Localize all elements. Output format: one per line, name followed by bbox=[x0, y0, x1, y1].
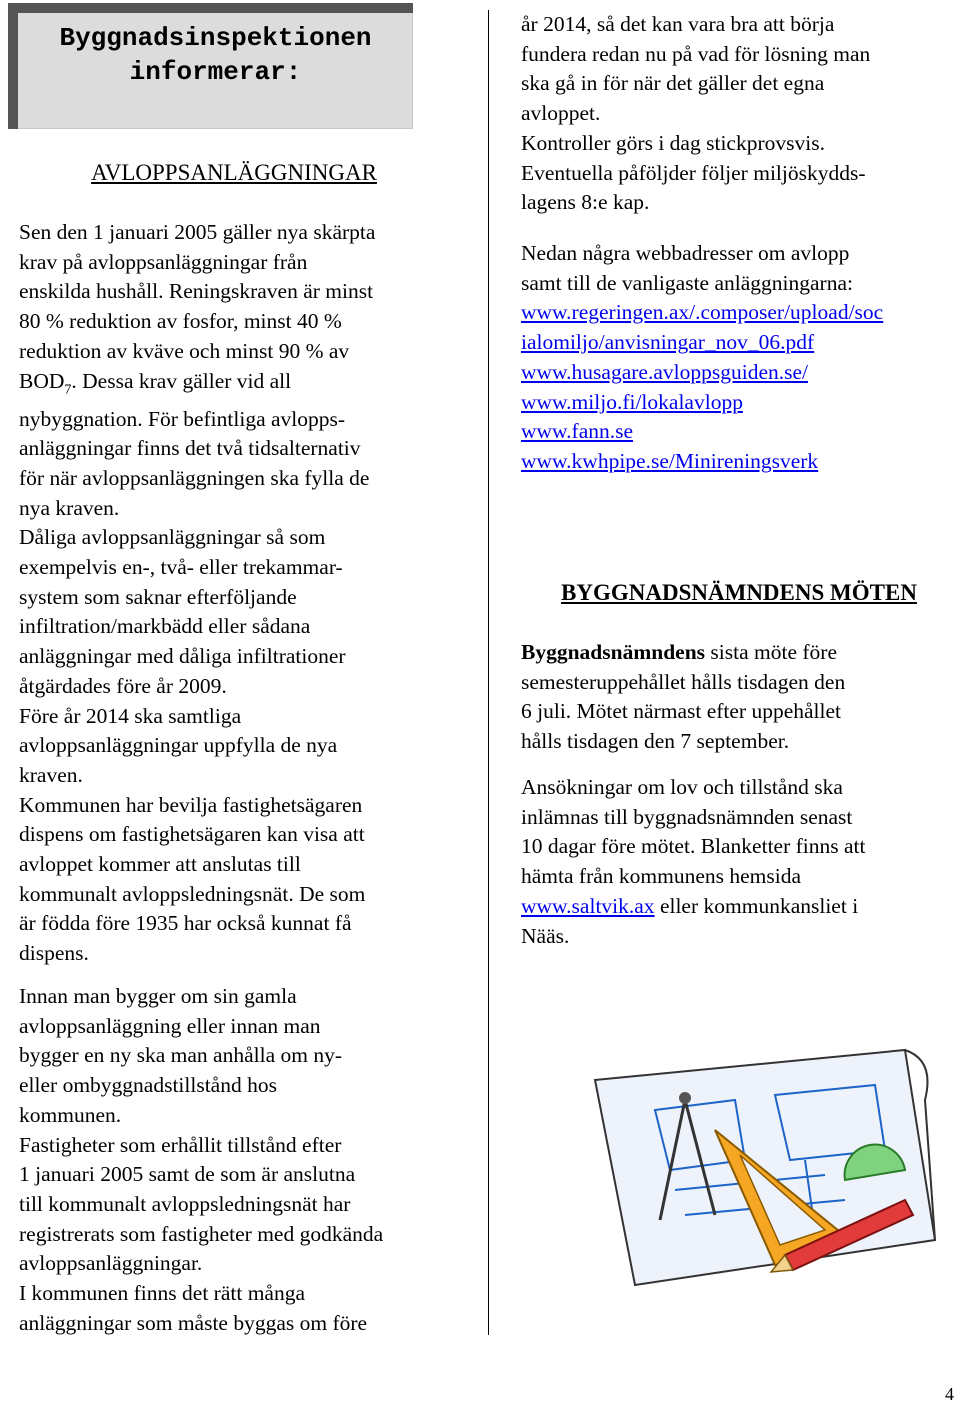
text-line: dispens om fastighetsägaren kan visa att bbox=[19, 822, 365, 847]
text-span: sista möte före bbox=[705, 640, 837, 664]
text-line: till kommunalt avloppsledningsnät har bbox=[19, 1191, 351, 1216]
link-miljo[interactable]: www.miljo.fi/lokalavlopp bbox=[521, 389, 743, 414]
text-line: anläggningar finns det två tidsalternativ bbox=[19, 436, 361, 461]
text-line-bod bbox=[19, 367, 375, 405]
text-line: I kommunen finns det rätt många bbox=[19, 1281, 305, 1306]
header-banner bbox=[14, 9, 413, 129]
bod-suffix-text: . Dessa krav gäller vid all bbox=[71, 368, 292, 393]
text-line: 6 juli. Mötet närmast efter uppehållet bbox=[521, 699, 842, 724]
text-line: Kontroller görs i dag stickprovsvis. bbox=[521, 130, 825, 155]
header-title-line2: informerar: bbox=[129, 57, 302, 87]
link-husagare[interactable]: www.husagare.avloppsguiden.se/ bbox=[521, 359, 808, 384]
text-line: 80 % reduktion av fosfor, minst 40 % bbox=[19, 309, 342, 334]
link-regeringen-2[interactable]: ialomiljo/anvisningar_nov_06.pdf bbox=[521, 330, 815, 355]
text-line: reduktion av kväve och minst 90 % av bbox=[19, 338, 350, 363]
text-line: Ansökningar om lov och tillstånd ska bbox=[521, 775, 843, 799]
text-line: fundera redan nu på vad för lösning man bbox=[521, 41, 871, 66]
text-line: krav på avloppsanläggningar från bbox=[19, 249, 308, 274]
drafting-tools-clipart-icon bbox=[575, 1040, 955, 1295]
paragraph-tillstand bbox=[19, 982, 383, 1338]
text-line: infiltration/markbädd eller sådana bbox=[19, 614, 311, 639]
text-line: anläggningar med dåliga infiltrationer bbox=[19, 644, 346, 669]
text-line: Eventuella påföljder följer miljöskydds- bbox=[521, 160, 866, 185]
text-line: kraven. bbox=[19, 762, 83, 787]
text-line: Dåliga avloppsanläggningar så som bbox=[19, 525, 326, 550]
text-line: 1 januari 2005 samt de som är anslutna bbox=[19, 1162, 356, 1187]
text-line: system som saknar efterföljande bbox=[19, 584, 297, 609]
text-line: eller ombyggnadstillstånd hos bbox=[19, 1073, 277, 1098]
text-line: Kommunen har bevilja fastighetsägaren bbox=[19, 792, 363, 817]
text-line: hämta från kommunens hemsida bbox=[521, 864, 802, 889]
paragraph-moten bbox=[521, 638, 845, 757]
text-line: Innan man bygger om sin gamla bbox=[19, 984, 297, 1008]
text-line: Nääs. bbox=[521, 923, 570, 948]
text-line: inlämnas till byggnadsnämnden senast bbox=[521, 804, 853, 829]
bod-subscript: 7 bbox=[64, 381, 72, 397]
text-line bbox=[521, 638, 845, 668]
text-line: anläggningar som måste byggas om före bbox=[19, 1310, 368, 1335]
text-line: avloppsanläggningar. bbox=[19, 1251, 203, 1276]
paragraph-continued bbox=[521, 10, 870, 218]
header-title-line1: Byggnadsinspektionen bbox=[59, 23, 372, 53]
text-line: hålls tisdagen den 7 september. bbox=[521, 729, 790, 754]
section-heading-avlopp: AVLOPPSANLÄGGNINGAR bbox=[91, 160, 377, 185]
text-line: för när avloppsanläggningen ska fylla de bbox=[19, 465, 370, 490]
link-regeringen-1[interactable]: www.regeringen.ax/.composer/upload/soc bbox=[521, 300, 884, 325]
text-line: dispens. bbox=[19, 941, 89, 966]
section-heading-moten: BYGGNADSNÄMNDENS MÖTEN bbox=[561, 580, 917, 605]
text-line: år 2014, så det kan vara bra att börja bbox=[521, 12, 835, 36]
text-line: avloppsanläggning eller innan man bbox=[19, 1013, 321, 1038]
link-kwhpipe[interactable]: www.kwhpipe.se/Minireningsverk bbox=[521, 448, 819, 473]
paragraph-webbadresser bbox=[521, 239, 883, 477]
text-line: är födda före 1935 har också kunnat få bbox=[19, 911, 352, 936]
text-span: eller kommunkansliet i bbox=[654, 893, 859, 918]
text-line: enskilda hushåll. Reningskraven är minst bbox=[19, 279, 374, 304]
link-saltvik[interactable]: www.saltvik.ax bbox=[521, 893, 655, 918]
text-line: nya kraven. bbox=[19, 495, 120, 520]
paragraph-avlopp-intro bbox=[19, 218, 375, 969]
paragraph-ansokningar bbox=[521, 773, 865, 951]
text-line: 10 dagar före mötet. Blanketter finns att bbox=[521, 834, 866, 859]
text-line: Sen den 1 januari 2005 gäller nya skärpta bbox=[19, 220, 376, 244]
text-line: kommunalt avloppsledningsnät. De som bbox=[19, 881, 366, 906]
text-line: lagens 8:e kap. bbox=[521, 190, 650, 215]
column-divider bbox=[488, 10, 489, 1335]
text-line: åtgärdades före år 2009. bbox=[19, 673, 227, 698]
text-line: bygger en ny ska man anhålla om ny- bbox=[19, 1043, 343, 1068]
text-line: avloppsanläggningar uppfylla de nya bbox=[19, 733, 338, 758]
text-line bbox=[521, 892, 865, 922]
header-shadow-left bbox=[8, 3, 18, 129]
text-line: Fastigheter som erhållit tillstånd efter bbox=[19, 1132, 342, 1157]
text-line: Före år 2014 ska samtliga bbox=[19, 703, 242, 728]
header-shadow-top bbox=[8, 3, 413, 13]
text-line: nybyggnation. För befintliga avlopps- bbox=[19, 406, 346, 431]
text-line: semesteruppehållet hålls tisdagen den bbox=[521, 669, 846, 694]
text-line: avloppet. bbox=[521, 101, 601, 126]
text-line: registrerats som fastigheter med godkända bbox=[19, 1221, 384, 1246]
text-line: ska gå in för när det gäller det egna bbox=[521, 71, 825, 96]
page-number: 4 bbox=[945, 1384, 954, 1404]
link-fann[interactable]: www.fann.se bbox=[521, 419, 634, 444]
text-line: avloppet kommer att anslutas till bbox=[19, 852, 301, 877]
text-line: Nedan några webbadresser om avlopp bbox=[521, 241, 850, 265]
text-line: kommunen. bbox=[19, 1102, 122, 1127]
header-title bbox=[18, 21, 413, 89]
bold-text: Byggnadsnämndens bbox=[521, 640, 706, 664]
text-line: exempelvis en-, två- eller trekammar- bbox=[19, 555, 343, 580]
text-line: samt till de vanligaste anläggningarna: bbox=[521, 270, 853, 295]
bod-text: BOD bbox=[19, 368, 65, 393]
